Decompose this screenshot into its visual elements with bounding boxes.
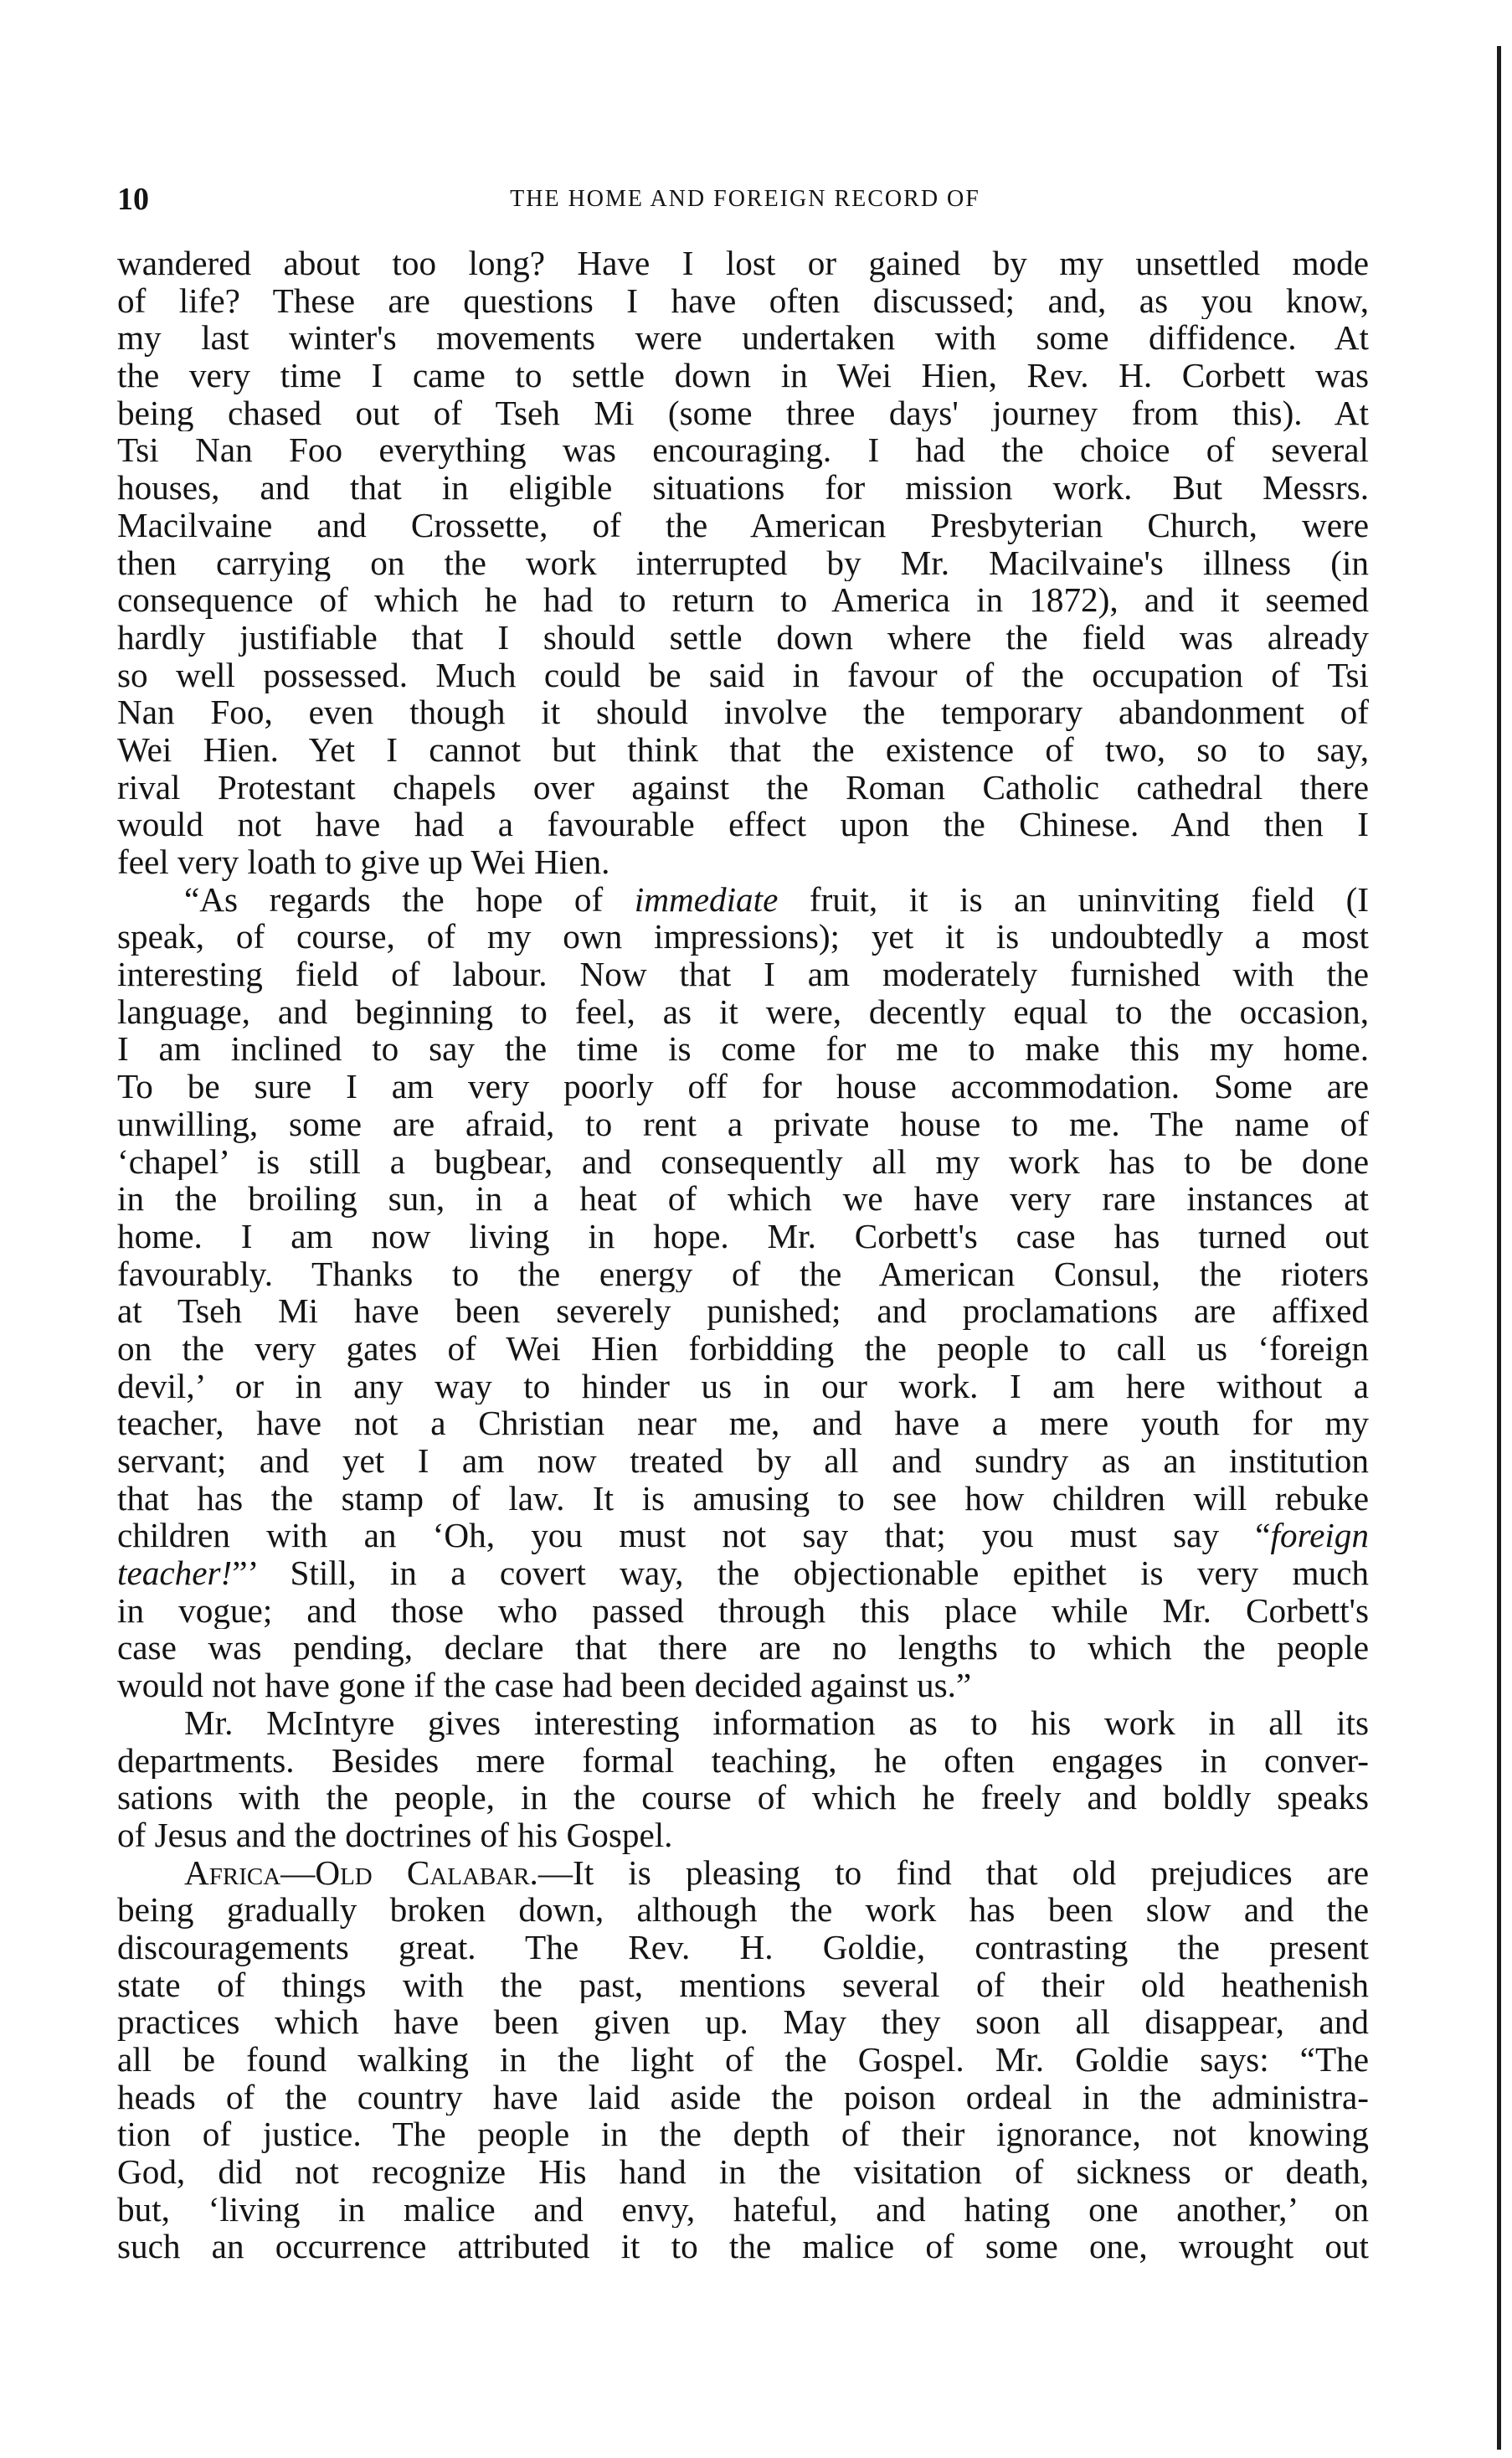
text-line: [117, 1330, 1369, 1368]
text-line: [117, 1891, 1369, 1929]
article-body: [117, 245, 1369, 2265]
text-line: [117, 282, 1369, 320]
text-span: of life? These are questions I have often discussed; and, as you know,: [117, 281, 1369, 320]
text-span: interesting field of labour. Now that I am moderately furnished with the: [117, 956, 1369, 993]
text-span: state of things with the past, mentions several of their old heathenish: [117, 1966, 1369, 2004]
text-line: [117, 1629, 1369, 1667]
italic-text: foreign: [1270, 1517, 1369, 1555]
text-line: [117, 1816, 1369, 1854]
text-line: [117, 507, 1369, 544]
text-span: favourably. Thanks to the energy of the American Consul, the rioters: [117, 1255, 1369, 1293]
text-span: ‘chapel’ is still a bugbear, and consequently all my work has to be done: [117, 1142, 1369, 1181]
text-span: devil,’ or in any way to hinder us in our work. I am here without a: [117, 1367, 1369, 1405]
text-line: [117, 544, 1369, 582]
text-span: such an occurrence attributed it to the malice of some one, wrought out: [117, 2228, 1369, 2266]
text-line: [117, 769, 1369, 806]
text-line: [117, 918, 1369, 956]
text-span: in vogue; and those who passed through this place while Mr. Corbett's: [117, 1591, 1369, 1630]
text-line: [117, 1255, 1369, 1293]
text-line: [117, 469, 1369, 507]
text-span: I am inclined to say the time is come for me to make this my home.: [117, 1030, 1369, 1069]
text-line: [117, 956, 1369, 993]
text-span: at Tseh Mi have been severely punished; and proclamations are affixed: [117, 1292, 1369, 1330]
text-span: “As regards the hope of: [184, 880, 635, 919]
text-line: [117, 881, 1369, 919]
italic-text: teacher!: [117, 1554, 233, 1592]
text-line: [117, 1592, 1369, 1630]
text-line: [117, 2191, 1369, 2229]
text-line: [117, 1966, 1369, 2004]
text-span: would not have had a favourable effect upon the Chinese. And then I: [117, 806, 1369, 843]
text-line: [117, 1030, 1369, 1068]
text-span: wandered about too long? Have I lost or gained by my unsettled mode: [117, 245, 1369, 282]
text-line: [117, 431, 1369, 469]
text-line: [117, 1143, 1369, 1181]
text-span: children with an ‘Oh, you must not say that; you must say “: [117, 1517, 1271, 1555]
text-line: [117, 1218, 1369, 1255]
running-header: [117, 174, 1373, 224]
text-span: home. I am now living in hope. Mr. Corbett's case has turned out: [117, 1217, 1369, 1255]
text-line: [117, 1105, 1369, 1143]
text-line: [117, 843, 1369, 881]
page-edge-rule: [1497, 46, 1501, 2450]
text-span: the very time I came to settle down in Wei Hien, Rev. H. Corbett was: [117, 357, 1369, 394]
text-span: being gradually broken down, although the work has been slow and the: [117, 1891, 1369, 1929]
text-line: [117, 245, 1369, 282]
text-line: [117, 1404, 1369, 1442]
text-span: but, ‘living in malice and envy, hateful, and hating one another,’ on: [117, 2190, 1369, 2229]
text-line: [117, 2041, 1369, 2079]
text-span: consequence of which he had to return to America in 1872), and it seemed: [117, 581, 1369, 619]
text-span: teacher, have not a Christian near me, and have a mere youth for my: [117, 1404, 1369, 1442]
text-line: [117, 2003, 1369, 2041]
text-line: [117, 1704, 1369, 1742]
text-line: [117, 1779, 1369, 1816]
text-line: [117, 1667, 1369, 1704]
text-span: so well possessed. Much could be said in favour of the occupation of Tsi: [117, 656, 1369, 694]
text-span: discouragements great. The Rev. H. Goldie, contrasting the present: [117, 1928, 1369, 1966]
text-line: [117, 619, 1369, 657]
text-span: —It is pleasing to find that old prejudices are: [537, 1853, 1369, 1892]
text-span: would not have gone if the case had been decided against us.”: [117, 1667, 972, 1704]
text-span: heads of the country have laid aside the poison ordeal in the administra-: [117, 2078, 1369, 2116]
text-span: then carrying on the work interrupted by Mr. Macilvaine's illness (in: [117, 544, 1369, 582]
text-line: [117, 581, 1369, 619]
text-line: [117, 1180, 1369, 1218]
text-line: [117, 1929, 1369, 1966]
italic-text: immediate: [634, 880, 779, 919]
text-line: [117, 657, 1369, 694]
text-line: [117, 1292, 1369, 1330]
text-line: [117, 806, 1369, 843]
text-line: [117, 1854, 1369, 1892]
text-line: [117, 1368, 1369, 1405]
text-span: being chased out of Tseh Mi (some three days' journey from this). At: [117, 394, 1369, 432]
text-span: unwilling, some are afraid, to rent a private house to me. The name of: [117, 1105, 1369, 1143]
text-span: feel very loath to give up Wei Hien.: [117, 843, 610, 881]
text-line: [117, 1742, 1369, 1780]
text-span: that has the stamp of law. It is amusing to see how children will rebuke: [117, 1479, 1369, 1518]
text-span: practices which have been given up. May they soon all disappear, and: [117, 2003, 1369, 2041]
text-span: all be found walking in the light of the Gospel. Mr. Goldie says: “The: [117, 2041, 1369, 2079]
text-span: my last winter's movements were undertaken with some diffidence. At: [117, 319, 1369, 358]
text-span: houses, and that in eligible situations for mission work. But Messrs.: [117, 469, 1369, 507]
text-line: [117, 993, 1369, 1031]
text-span: Mr. McIntyre gives interesting information as to his work in all its: [184, 1703, 1369, 1742]
section-heading: Africa—Old Calabar.: [184, 1853, 538, 1892]
text-span: tion of justice. The people in the depth of their ignorance, not knowing: [117, 2115, 1369, 2154]
text-line: [117, 319, 1369, 357]
text-line: [117, 1068, 1369, 1105]
text-span: servant; and yet I am now treated by all and sundry as an institution: [117, 1442, 1369, 1480]
text-span: language, and beginning to feel, as it were, decently equal to the occasion,: [117, 992, 1369, 1031]
text-line: [117, 693, 1369, 731]
text-span: speak, of course, of my own impressions); yet it is undoubtedly a most: [117, 918, 1369, 956]
text-span: of Jesus and the doctrines of his Gospel.: [117, 1816, 673, 1854]
text-span: Macilvaine and Crossette, of the American Presbyterian Church, were: [117, 506, 1369, 544]
text-line: [117, 357, 1369, 394]
text-span: rival Protestant chapels over against the Roman Catholic cathedral there: [117, 768, 1369, 806]
text-span: fruit, it is an uninviting field (I: [778, 880, 1369, 919]
text-line: [117, 2115, 1369, 2153]
text-span: hardly justifiable that I should settle down where the field was already: [117, 618, 1369, 657]
text-span: Wei Hien. Yet I cannot but think that the existence of two, so to say,: [117, 730, 1369, 769]
text-line: [117, 2079, 1369, 2116]
text-span: sations with the people, in the course of which he freely and boldly speaks: [117, 1779, 1369, 1816]
text-line: [117, 1554, 1369, 1592]
text-span: in the broiling sun, in a heat of which we have very rare instances at: [117, 1180, 1369, 1218]
text-line: [117, 731, 1369, 769]
text-span: Nan Foo, even though it should involve the temporary abandonment of: [117, 693, 1369, 731]
text-line: [117, 1442, 1369, 1480]
text-span: To be sure I am very poorly off for house accommodation. Some are: [117, 1068, 1369, 1105]
page-number: 10: [117, 182, 149, 217]
running-title: THE HOME AND FOREIGN RECORD OF: [510, 186, 980, 212]
text-line: [117, 2153, 1369, 2191]
text-line: [117, 2228, 1369, 2265]
text-line: [117, 1480, 1369, 1518]
text-span: Tsi Nan Foo everything was encouraging. I had the choice of several: [117, 431, 1369, 470]
text-line: [117, 394, 1369, 432]
text-span: case was pending, declare that there are no lengths to which the people: [117, 1629, 1369, 1667]
text-span: ”’ Still, in a covert way, the objectionable epithet is very much: [232, 1554, 1369, 1592]
text-line: [117, 1517, 1369, 1554]
text-span: God, did not recognize His hand in the visitation of sickness or death,: [117, 2153, 1369, 2191]
text-span: departments. Besides mere formal teaching, he often engages in conver-: [117, 1741, 1369, 1780]
text-span: on the very gates of Wei Hien forbidding the people to call us ‘foreign: [117, 1329, 1369, 1368]
